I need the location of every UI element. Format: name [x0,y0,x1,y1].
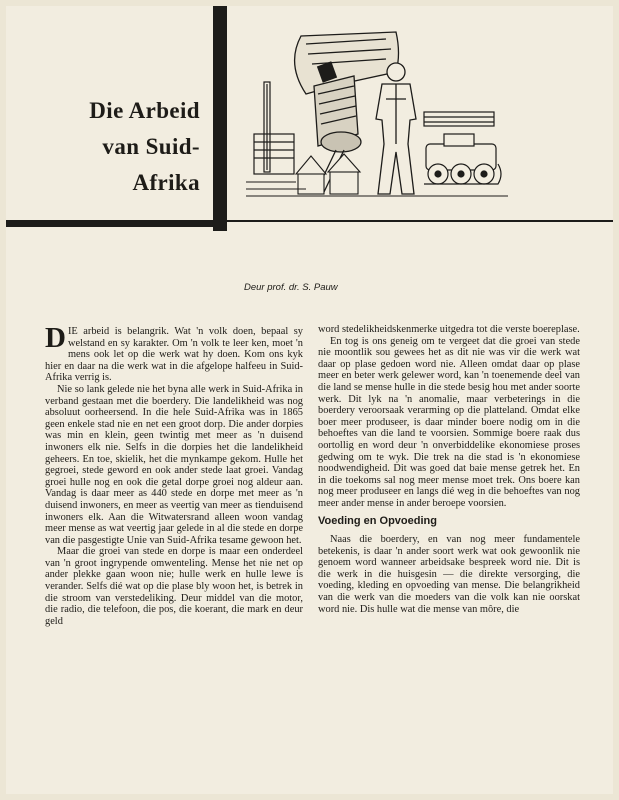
paragraph [45,322,303,384]
tractor-icon [424,112,501,184]
paragraph-text: IE arbeid is belangrik. Wat 'n volk doen, bepaal sy welstand en sy karakter. Om 'n volk te leer ken, moet 'n mens ook let op die werk wat hy doen. Kom ons kyk hier en daar na die werk wat in die afgelope halfeeu in Suid-Afrika verrig is. [45,326,303,384]
title-line-1: Die Arbeid [89,98,200,123]
column-2 [318,324,580,615]
paragraph: word stedelikheidskenmerke uitgedra tot die verste boereplase. [318,324,580,335]
paragraph: Nie so lank gelede nie het byna alle werk in Suid-Afrika in verband gestaan met die boerdery. Die landelikheid was nog absoluut oorheersend. In die hele Suid-Afrika was in 1865 geen enkele stad nie en net een groot dorp. Die ander dorpies was min en klein, geen twintig met meer as 'n duisend inwoners elk nie. Selfs in die dorpies het die landelikheid geheers. En toe, skielik, het die mynkampe gekom. Hulle het gegroei, stede geword en ook ander stede laat groei. Vandag groei hulle nog en ook die getal dorpe groei nog aldeur aan. Vandag is daar meer as 440 stede en dorpe met meer as 'n duisend inwoners, en meer as veertig van meer as tienduisend inwoners elk. Aan die Witwatersrand alleen woon vandag meer mense as wat veertig jaar gelede in al die stede en dorpe van die pasgestigte Unie van Suid-Afrika tesame gewoon het. [45,383,303,546]
drop-cap: D [45,322,66,354]
title-line-3: Afrika [132,170,200,195]
paragraph: Maar die groei van stede en dorpe is maar een onderdeel van 'n groot ingrypende omwenteling. Mense het nie net op ander plekke gaan woon nie; hulle werk en hulle lewe is verander. Selfs dié wat op die plase bly woon het, is betrek in die stroom van verstedeliking. Deur middel van die motor, die radio, die telefoon, die pos, die koerant, die mark en deur geld [45,546,303,627]
column-1 [45,322,303,627]
factory-icon [254,82,294,174]
paragraph: Naas die boerdery, en van nog meer fundamentele betekenis, is daar 'n ander soort werk wat ook gewoonlik nie genoem word wanneer arbeidsake bespreek word nie. Dit is die werk in die huisgesin — die direkte versorging, die voeding, kleding en opvoeding van mense. Die belangrikheid van die werk van die moeders van die volk kan nie oorskat word nie. Dis hulle wat die mense van môre, die [318,534,580,615]
worker-icon [376,63,416,194]
section-heading: Voeding en Opvoeding [318,514,437,527]
paragraph: En tog is ons geneig om te vergeet dat die groei van stede nie moontlik sou gewees het as dit nie was vir die werk wat daar op plase gedoen word nie. Alleen omdat daar op plase meer en beter werk gelewer word, kan 'n toenemende deel van die land se mense hulle in die stede besig hou met ander soorte werk. Dit lyk na 'n anomalie, maar verbeterings in die boerdery veroorsaak verarming op die platteland. Omdat elke boer meer produseer, is daar minder boere nodig om in die behoeftes van die land te voorsien. Sommige boere raak dus oortollig en word deur 'n onverbiddelike ekonomiese proses gedwing om te wyk. Die trek na die stad is 'n ekonomiese noodwendigheid. Dit was goed dat baie mense getrek het. En in die toekoms sal nog meer mense moet trek. Ons boere kan nog meer produseer en langs dié weg in die behoeftes van nog meer ander mense in ander beroepe voorsien. [318,335,580,509]
byline: Deur prof. dr. S. Pauw [244,282,338,293]
title-line-2: van Suid- [102,134,200,159]
labour-illustration [246,24,508,204]
vertical-divider-bar [213,6,227,231]
article-title [36,93,200,201]
magazine-page [6,6,613,794]
horizontal-rule-thick [6,220,222,227]
